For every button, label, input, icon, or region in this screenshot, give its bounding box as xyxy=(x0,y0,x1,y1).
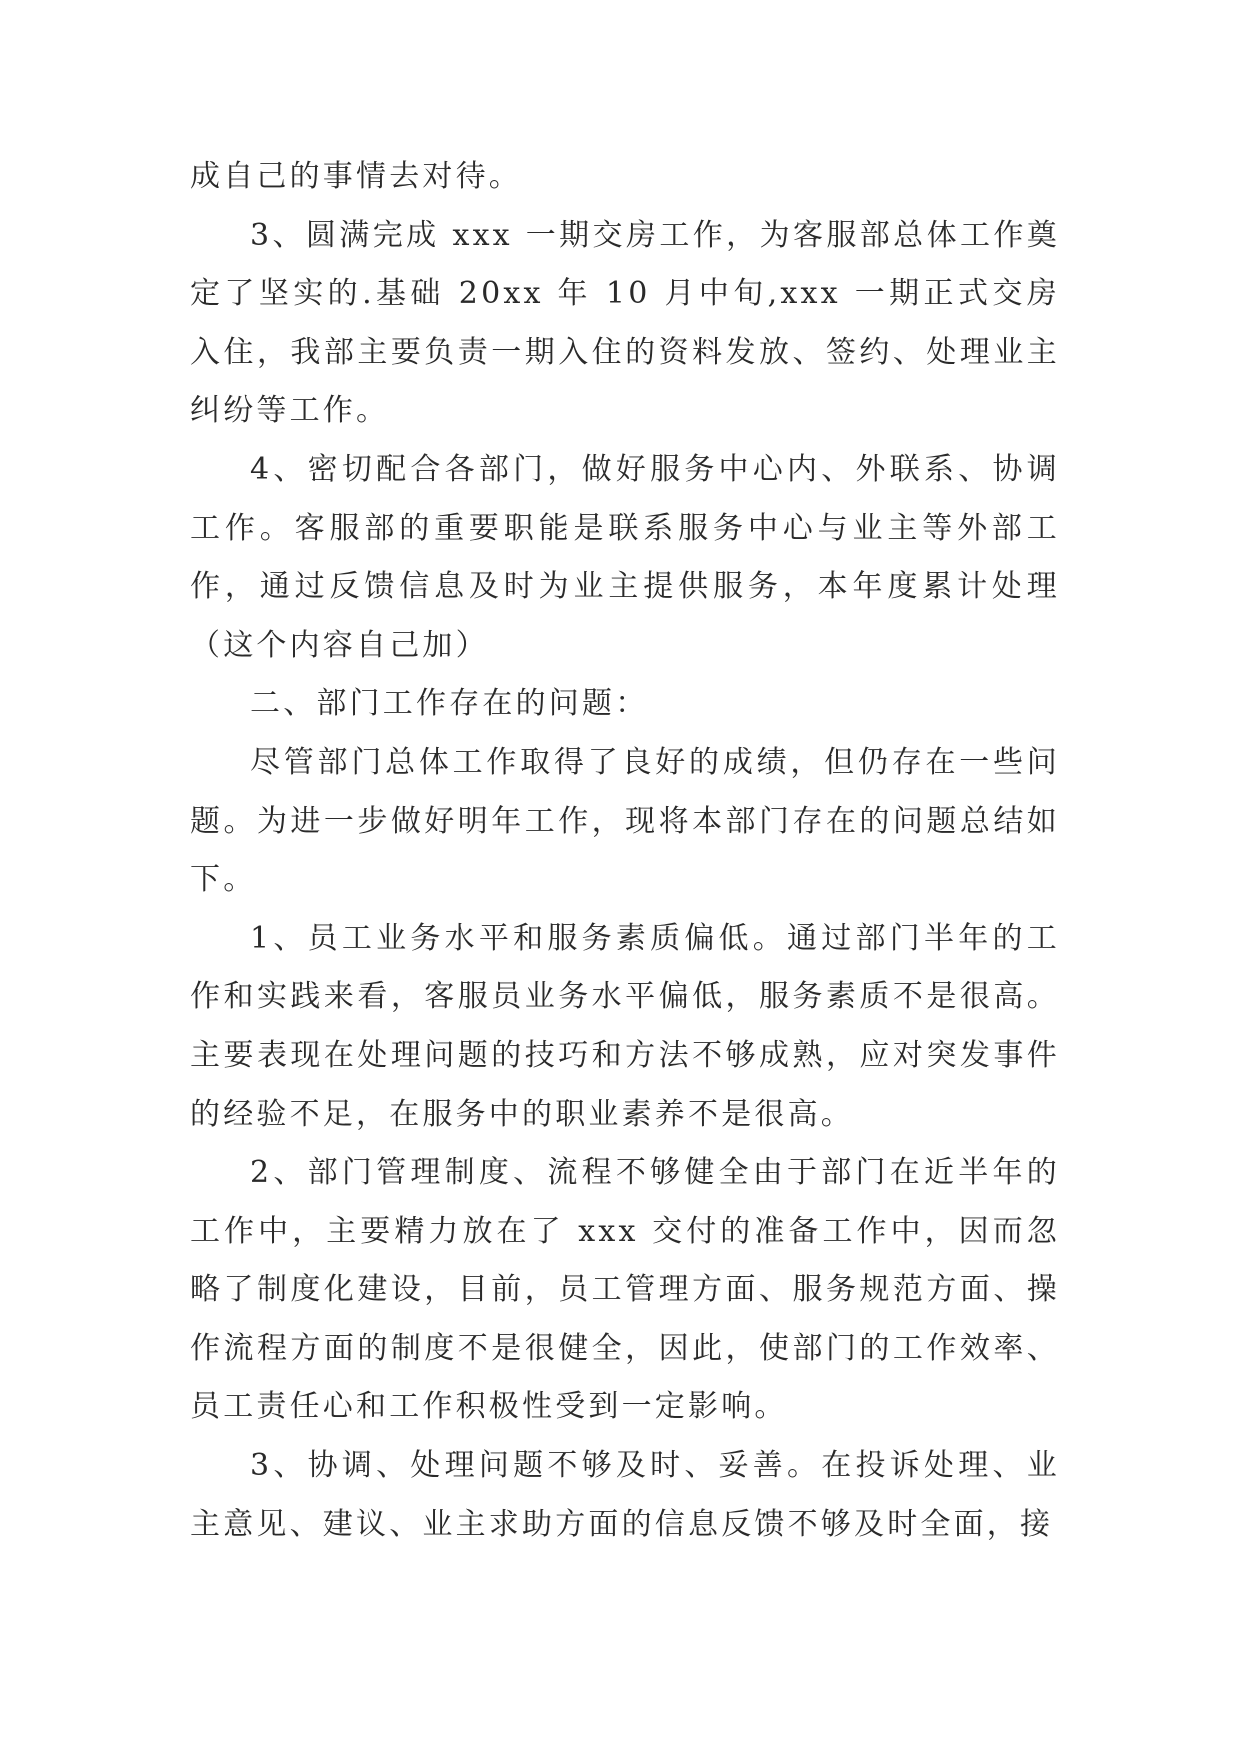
paragraph-1: 成自己的事情去对待。 xyxy=(190,159,522,194)
paragraph-2: 3、圆满完成 xxx 一期交房工作，为客服部总体工作奠定了坚实的.基础 20xx 年 10 月中旬,xxx 一期正式交房入住，我部主要负责一期入住的资料发放、签约、处理业主纠纷等工作。 xyxy=(190,217,1060,429)
paragraph-3: 4、密切配合各部门，做好服务中心内、外联系、协调工作。客服部的重要职能是联系服务中心与业主等外部工作，通过反馈信息及时为业主提供服务，本年度累计处理（这个内容自己加） xyxy=(190,451,1060,663)
paragraph-7: 2、部门管理制度、流程不够健全由于部门在近半年的工作中，主要精力放在了 xxx 交付的准备工作中，因而忽略了制度化建设，目前，员工管理方面、服务规范方面、操作流程方面的制度不是很健全，因此，使部门的工作效率、员工责任心和工作积极性受到一定影响。 xyxy=(190,1155,1060,1425)
paragraph-8: 3、协调、处理问题不够及时、妥善。在投诉处理、业主意见、建议、业主求助方面的信息反馈不够及时全面，接 xyxy=(190,1448,1060,1542)
section-heading: 二、部门工作存在的问题： xyxy=(250,686,649,722)
paragraph-5: 尽管部门总体工作取得了良好的成绩，但仍存在一些问题。为进一步做好明年工作，现将本部门存在的问题总结如下。 xyxy=(190,744,1060,898)
paragraph-6: 1、员工业务水平和服务素质偏低。通过部门半年的工作和实践来看，客服员业务水平偏低，服务素质不是很高。主要表现在处理问题的技巧和方法不够成熟，应对突发事件的经验不足，在服务中的职业素养不是很高。 xyxy=(190,920,1060,1132)
document-body xyxy=(190,148,1060,1554)
